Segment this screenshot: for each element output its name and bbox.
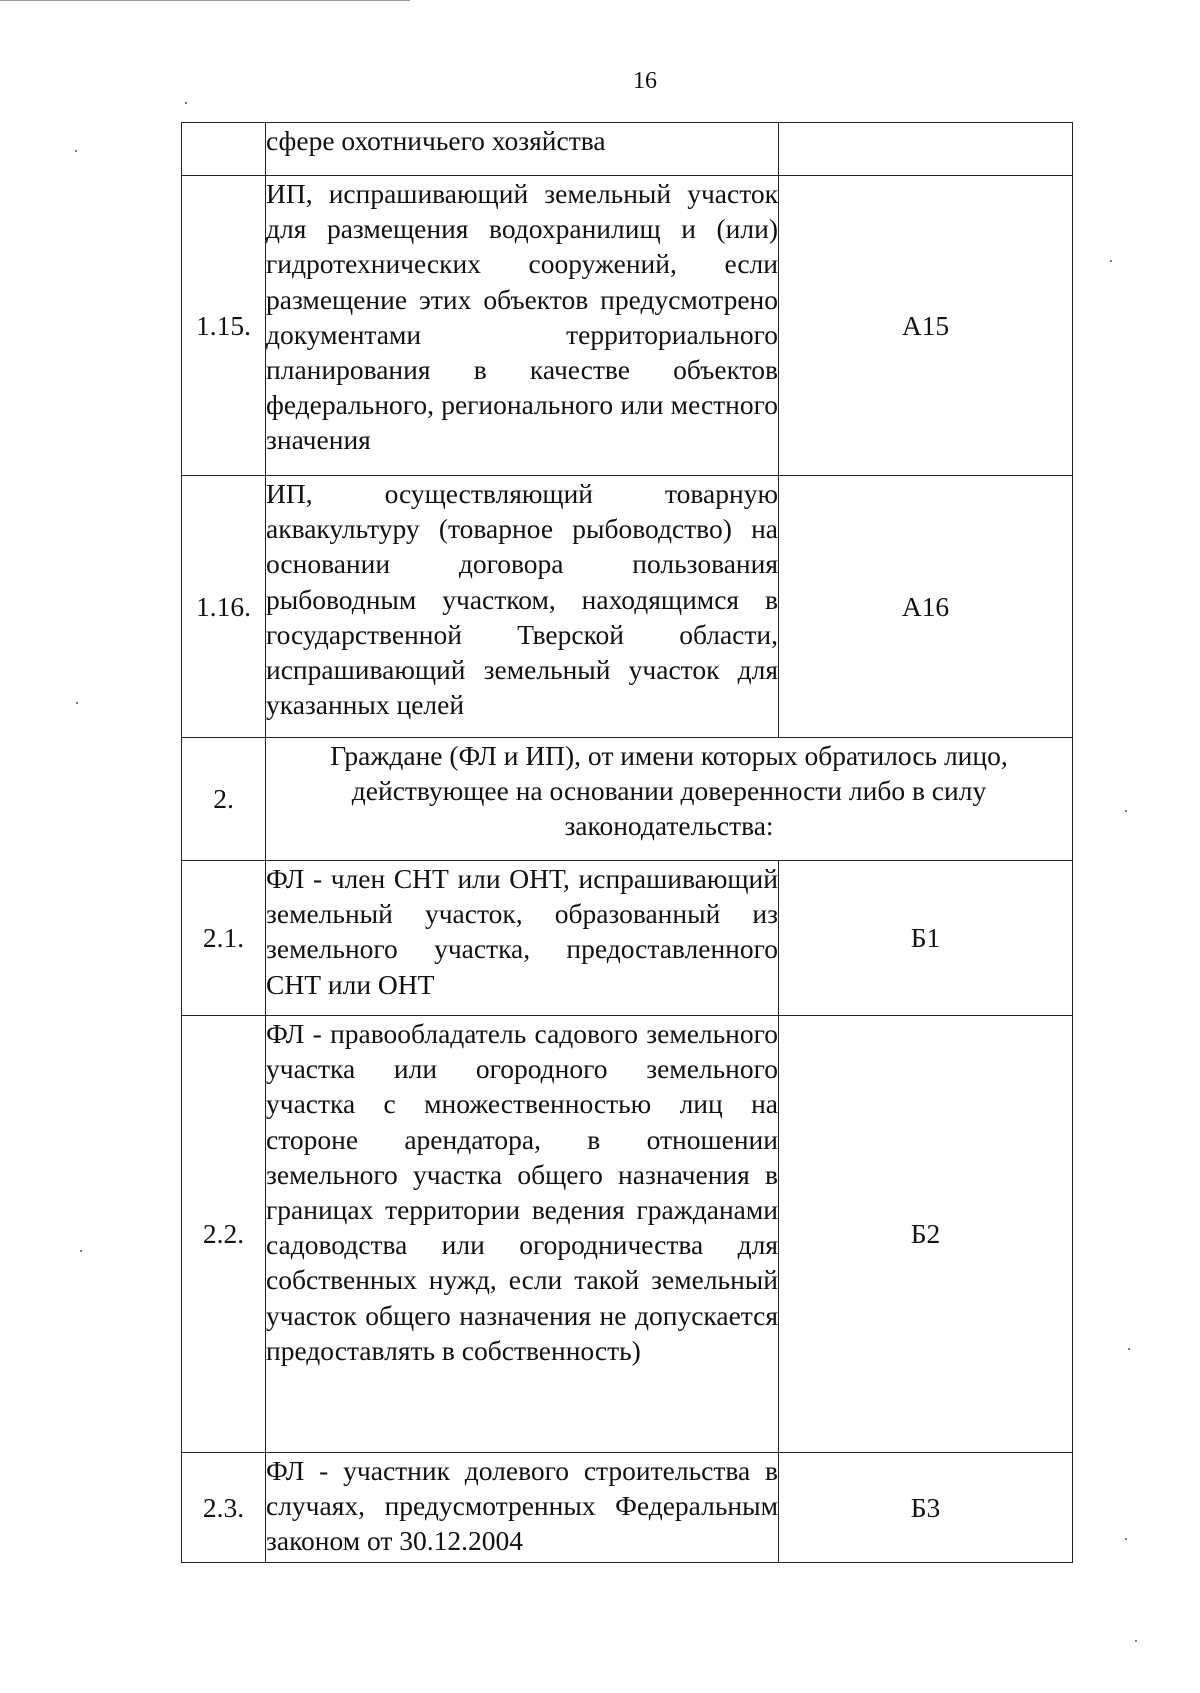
row-code: А15 xyxy=(779,176,1073,476)
row-code: Б1 xyxy=(779,861,1073,1016)
table-row xyxy=(182,123,1073,176)
scan-speck xyxy=(1125,1538,1127,1540)
row-description: ИП, осуществляющий товарную аквакультуру (товарное рыбоводство) на основании договора пользования рыбоводным участком, находящимся в государственной Тверской области, испрашивающий земельный участок для указанных целей xyxy=(266,476,779,738)
scan-speck xyxy=(185,102,187,104)
document-table xyxy=(181,122,1073,1563)
row-number: 2.1. xyxy=(182,861,266,1016)
scan-speck xyxy=(1128,1348,1130,1350)
scan-speck xyxy=(1135,1640,1137,1642)
scan-speck xyxy=(76,702,78,704)
scan-speck xyxy=(75,150,77,152)
scan-speck xyxy=(80,1250,82,1252)
row-description: ФЛ - участник долевого строительства в случаях, предусмотренных Федеральным законом от 30.12.2004 xyxy=(266,1453,779,1563)
table-row xyxy=(182,861,1073,1016)
row-number: 1.15. xyxy=(182,176,266,476)
row-number xyxy=(182,123,266,176)
row-description: ФЛ - правообладатель садового земельного участка или огородного земельного участка с множественностью лиц на стороне арендатора, в отношении земельного участка общего назначения в границах территории ведения гражданами садоводства или огородничества для собственных нужд, если такой земельный участок общего назначения не допускается предоставлять в собственность) xyxy=(266,1016,779,1453)
row-group-heading: Граждане (ФЛ и ИП), от имени которых обратилось лицо, действующее на основании доверенности либо в силу законодательства: xyxy=(266,738,1073,861)
table-row xyxy=(182,176,1073,476)
row-description: ФЛ - член СНТ или ОНТ, испрашивающий земельный участок, образованный из земельного участка, предоставленного СНТ или ОНТ xyxy=(266,861,779,1016)
page-number: 16 xyxy=(633,68,657,94)
row-number: 2.3. xyxy=(182,1453,266,1563)
row-code xyxy=(779,123,1073,176)
row-code: А16 xyxy=(779,476,1073,738)
row-number: 2. xyxy=(182,738,266,861)
table-row xyxy=(182,1453,1073,1563)
row-description: ИП, испрашивающий земельный участок для размещения водохранилищ и (или) гидротехнических сооружений, если размещение этих объектов предусмотрено документами территориального планирования в качестве объектов федерального, регионального или местного значения xyxy=(266,176,779,476)
table-row xyxy=(182,1016,1073,1453)
scan-edge-mark xyxy=(0,0,410,1)
row-code: Б3 xyxy=(779,1453,1073,1563)
table-row xyxy=(182,738,1073,861)
scan-speck xyxy=(1125,810,1127,812)
row-number: 1.16. xyxy=(182,476,266,738)
row-description: сфере охотничьего хозяйства xyxy=(266,123,779,176)
row-code: Б2 xyxy=(779,1016,1073,1453)
scan-speck xyxy=(1110,260,1112,262)
table-row xyxy=(182,476,1073,738)
row-number: 2.2. xyxy=(182,1016,266,1453)
